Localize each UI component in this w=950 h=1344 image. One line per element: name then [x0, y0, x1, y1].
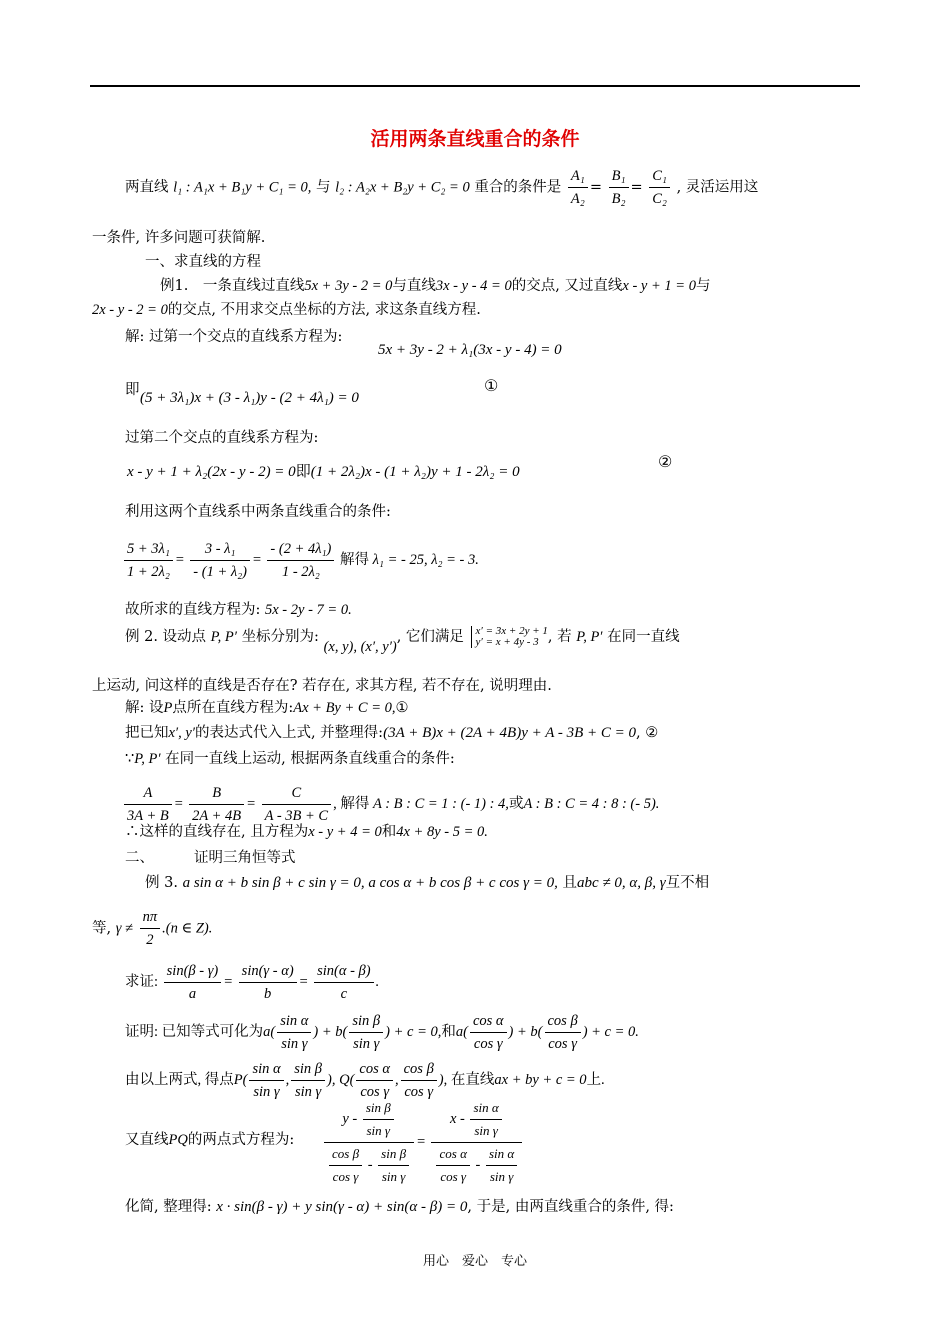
- ex3-from: 由以上两式, 得点: [125, 1071, 234, 1088]
- intro-text-4: , 灵活运用这: [676, 179, 759, 196]
- ex2-result-1: A : B : C = 1 : (- 1) : 4,: [372, 795, 509, 812]
- ex1-line2: [92, 300, 481, 320]
- line-l2: l₂ : A₂x + B₂y + C₂ = 0: [335, 179, 470, 196]
- ex1-text-c: 的交点, 又过直线: [511, 278, 623, 294]
- ex3-simplify-line: [125, 1197, 674, 1217]
- ex2-points-2: P, P′: [576, 629, 603, 645]
- ex2-final-text: ∴这样的直线存在, 且方程为: [125, 824, 309, 840]
- ratio-fraction-3: $\frac{\text{- (2 + 4λ₁)}}{\text{1 - 2λ₂}}$: [267, 538, 334, 583]
- section-1-heading: 一、求直线的方程: [145, 254, 261, 270]
- ex2-final-eq2: 4x + 8y - 5 = 0.: [396, 824, 488, 840]
- ex2-s2-eq: (3A + B)x + (2A + 4B)y + A - 3B + C = 0: [383, 725, 636, 741]
- ex2-fraction-1: $\frac{A}{3A + B}$: [124, 782, 172, 827]
- ex2-final-and: 和: [381, 824, 397, 840]
- ex2-text-e: 在同一直线: [607, 629, 680, 645]
- ex3-prove-label: 求证:: [125, 973, 159, 990]
- ex2-s2-a: 把已知: [125, 725, 169, 741]
- section-2-num: 二、: [125, 850, 154, 866]
- section-2-label: 证明三角恒等式: [194, 850, 296, 866]
- ex3-pq-equation: y - $\frac{\text{sin β}}{\text{sin γ}}$ $\frac{\text{cos β}}{\text{cos γ}}$ - $\frac{\text{sin β}}{\text{sin γ}}$ = x - $\frac{\text{sin α}}{\text{sin γ}}$ $\frac{\text{cos α}}{\text{cos γ}}$ - $\frac{\text{sin α}}{\text{sin γ}}$: [322, 1097, 524, 1188]
- fraction-c: $\frac{\text{C₁}}{\text{C₂}}$: [649, 165, 670, 210]
- ex3-pq-text: 又直线: [125, 1132, 169, 1148]
- page-footer: 用心 爱心 专心: [422, 1254, 527, 1269]
- intro-text-3: 重合的条件是: [474, 179, 562, 196]
- intro-text-5: 一条件, 许多问题可获简解.: [92, 230, 266, 246]
- ex3-and: 和: [441, 1023, 456, 1040]
- ratio-fraction-1: $\frac{\text{5 + 3λ₁}}{\text{1 + 2λ₂}}$: [124, 538, 173, 583]
- ex3-simplify-eq: x · sin(β - γ) + y sin(γ - α) + sin(α - β) = 0: [216, 1199, 468, 1215]
- header-rule: [90, 85, 860, 87]
- ex3-pq-text-2: 的两点式方程为:: [187, 1132, 295, 1148]
- ex2-text-a: 例 2. 设动点: [125, 629, 207, 645]
- ex3-proof-line: 证明: 已知等式可化为a( $\frac{\text{sin α}}{\text{sin γ}}$ ) + b( $\frac{\text{sin β}}{\text{sin γ}}$ ) + c = 0,和a( $\frac{\text{cos α}}{\text{cos γ}}$ ) + b( $\frac{\text{cos β}}{\text{cos γ}}$ ) + c = 0.: [125, 1010, 639, 1055]
- ex1-eqB2: (1 + 2λ₂)x - (1 + λ₂)y + 1 - 2λ₂ = 0: [310, 464, 520, 480]
- ex2-system: x′ = 3x + 2y + 1 y′ = x + 4y - 3: [471, 626, 548, 648]
- ex3-proof-label: 证明: 已知等式可化为: [125, 1023, 264, 1040]
- ex3-simplify-label: 化简, 整理得:: [125, 1199, 212, 1215]
- ex3-prove-line: 求证: $\frac{\sin(\beta - \gamma)}{a}$ = $\frac{\sin(\gamma - \alpha)}{b}$ = $\frac{\sin(\alpha - \beta)}{c}$ .: [125, 960, 379, 1005]
- ex1-eqA: (5 + 3λ₁)x + (3 - λ₁)y - (2 + 4λ₁) = 0: [140, 390, 359, 406]
- ex1-second-label: 过第二个交点的直线系方程为:: [125, 430, 319, 446]
- intro-text-2: 与: [315, 179, 331, 196]
- intro-line: 两直线 l₁ : A₁x + B₁y + C₁ = 0, 与 l₂ : A₂x + B₂y + C₂ = 0 重合的条件是 $\frac{\text{A₁}}{\text{A₂}}$ = $\frac{\text{B₁}}{\text{B₂}}$ = $\frac{\text{C₁}}{\text{C₂}}$ , 灵活运用这: [125, 165, 758, 210]
- fraction-b: $\frac{\text{B₁}}{\text{B₂}}$: [609, 165, 629, 210]
- ex1-answer-line: [125, 600, 352, 620]
- ex2-sol3: [125, 749, 455, 769]
- ex1-answer-label: 故所求的直线方程为:: [125, 602, 261, 618]
- pq-frac-y: y - $\frac{\text{sin β}}{\text{sin γ}}$ $\frac{\text{cos β}}{\text{cos γ}}$ - $\frac{\text{sin β}}{\text{sin γ}}$: [324, 1097, 414, 1188]
- intro-text-1: 两直线: [125, 179, 169, 196]
- ex3-shang: 上.: [586, 1071, 605, 1088]
- ex3-eq: a sin α + b sin β + c sin γ = 0, a cos α + b cos β + c cos γ = 0,: [182, 875, 558, 891]
- ex2-line2: 上运动, 问这样的直线是否存在? 若存在, 求其方程, 若不存在, 说明理由.: [92, 678, 552, 694]
- ex3-line-eq: ax + by + c = 0: [494, 1071, 587, 1088]
- ex2-s3-a: ∵: [125, 751, 135, 767]
- ex1-solution-label: 解: 过第一个交点的直线系方程为:: [125, 329, 343, 345]
- ex2-s2-marker: , ②: [636, 725, 659, 741]
- ex1-ratio-line: $\frac{\text{5 + 3λ₁}}{\text{1 + 2λ₂}}$ = $\frac{\text{3 - λ₁}}{\text{- (1 + λ₂)}}$ = $\frac{\text{- (2 + 4λ₁)}}{\text{1 - 2λ₂}}$ 解得 λ₁ = - 25, λ₂ = - 3.: [122, 538, 479, 583]
- ex2-ratio-line: $\frac{A}{3A + B}$ = $\frac{B}{2A + 4B}$ = $\frac{C}{A - 3B + C}$ , 解得 A : B : C = 1 : (- 1) : 4,或A : B : C = 4 : 8 : (- 5).: [122, 782, 659, 827]
- ex1-jiede: 解得: [340, 551, 370, 568]
- ex3-cond: abc ≠ 0, α, β, γ: [576, 875, 666, 891]
- ex2-sol1: [125, 698, 409, 718]
- point-frac-4: $\frac{\text{cos β}}{\text{cos γ}}$: [401, 1058, 437, 1103]
- proof-frac-1: $\frac{\text{sin α}}{\text{sin γ}}$: [277, 1010, 311, 1055]
- ex3-text-d: 等,: [92, 920, 112, 937]
- ex2-s3-b: 在同一直线上运动, 根据两条直线重合的条件:: [165, 751, 455, 767]
- ratio-fraction-2: $\frac{\text{3 - λ₁}}{\text{- (1 + λ₂)}}$: [190, 538, 250, 583]
- ex3-label: 例 3.: [145, 875, 178, 891]
- ex3-on: , 在直线: [443, 1071, 495, 1088]
- ex2-s2-v: x′, y′: [168, 725, 195, 741]
- point-frac-1: $\frac{\text{sin α}}{\text{sin γ}}$: [249, 1058, 283, 1103]
- prove-fraction-3: $\frac{\sin(\alpha - \beta)}{c}$: [314, 960, 374, 1005]
- ex1-text-a: 例1. 一条直线过直线: [160, 278, 305, 294]
- ex2-s2-b: 的表达式代入上式, 并整理得:: [194, 725, 384, 741]
- ex2-result-2: A : B : C = 4 : 8 : (- 5).: [523, 795, 660, 812]
- line-l1: l₁ : A₁x + B₁y + C₁ = 0,: [173, 179, 312, 196]
- equation-marker-1: ①: [484, 376, 499, 395]
- pq-frac-x: x - $\frac{\text{sin α}}{\text{sin γ}}$ $\frac{\text{cos α}}{\text{cos γ}}$ - $\frac{\text{sin α}}{\text{sin γ}}$: [431, 1097, 522, 1188]
- ex3-npi-fraction: $\frac{n\pi}{2}$: [140, 906, 161, 951]
- ex3-text-b: 且: [562, 875, 577, 891]
- ex1-result: λ₁ = - 25, λ₂ = - 3.: [372, 551, 479, 568]
- ex2-s1-eq: Ax + By + C = 0,: [293, 700, 396, 716]
- ex2-fraction-3: $\frac{C}{A - 3B + C}$: [262, 782, 332, 827]
- point-frac-2: $\frac{\text{sin β}}{\text{sin γ}}$: [291, 1058, 325, 1103]
- ex1-eqB-line: [127, 462, 520, 482]
- ex2-text-b: 坐标分别为:: [241, 629, 319, 645]
- ex2-sol2: [125, 723, 658, 743]
- proof-frac-2: $\frac{\text{sin β}}{\text{sin γ}}$: [349, 1010, 383, 1055]
- ex1-use-label: 利用这两个直线系中两条直线重合的条件:: [125, 504, 391, 520]
- ex3-text-c: 互不相: [665, 875, 710, 891]
- prove-fraction-1: $\frac{\sin(\beta - \gamma)}{a}$: [164, 960, 222, 1005]
- ex3-gamma: γ ≠: [115, 920, 134, 937]
- ex1-eq4: 2x - y - 2 = 0: [92, 302, 168, 318]
- ex1-line1: [160, 276, 710, 296]
- ex1-answer-eq: 5x - 2y - 7 = 0.: [265, 602, 352, 618]
- ex2-s1-b: 点所在直线方程为:: [172, 700, 294, 716]
- proof-frac-3: $\frac{\text{cos α}}{\text{cos γ}}$: [470, 1010, 507, 1055]
- ex2-or: 或: [508, 795, 524, 812]
- ex1-solution-eq: 5x + 3y - 2 + λ₁(3x - y - 4) = 0: [378, 342, 562, 358]
- ex2-s3-p: P, P′: [134, 751, 161, 767]
- ex1-text-d: 与: [695, 278, 711, 294]
- ex1-eq1: 5x + 3y - 2 = 0: [304, 278, 393, 294]
- ex1-eqB-ji: 即: [295, 464, 311, 480]
- ex1-ji: 即: [125, 382, 140, 398]
- ex2-coords: (x, y), (x′, y′): [323, 639, 397, 655]
- page-title: 活用两条直线重合的条件: [370, 128, 580, 150]
- ex2-line1: [125, 625, 680, 655]
- fraction-a: $\frac{\text{A₁}}{\text{A₂}}$: [568, 165, 588, 210]
- ex3-pq-name: PQ: [168, 1132, 188, 1148]
- ex2-jiede: , 解得: [333, 795, 370, 812]
- ex3-line2: [92, 906, 212, 951]
- ex1-eq3: x - y + 1 = 0: [622, 278, 696, 294]
- ex1-eqB: x - y + 1 + λ₂(2x - y - 2) = 0: [127, 464, 296, 480]
- ex2-points: P, P′: [210, 629, 237, 645]
- point-frac-3: $\frac{\text{cos α}}{\text{cos γ}}$: [356, 1058, 393, 1103]
- ex2-final: [125, 822, 488, 842]
- ex1-text-b: 与直线: [392, 278, 436, 294]
- prove-fraction-2: $\frac{\sin(\gamma - \alpha)}{b}$: [239, 960, 297, 1005]
- ex2-text-c: , 它们满足: [396, 629, 464, 645]
- ex3-points-line: 由以上两式, 得点P( $\frac{\text{sin α}}{\text{sin γ}}$ , $\frac{\text{sin β}}{\text{sin γ}}$ ), Q( $\frac{\text{cos α}}{\text{cos γ}}$ , $\frac{\text{cos β}}{\text{cos γ}}$ ), 在直线ax + by + c = 0上.: [125, 1058, 605, 1103]
- ex2-s1-p: P: [163, 700, 173, 716]
- ex3-pq-label: [125, 1130, 294, 1150]
- ex1-text-e: 的交点, 不用求交点坐标的方法, 求这条直线方程.: [167, 302, 481, 318]
- ex2-fraction-2: $\frac{B}{2A + 4B}$: [189, 782, 244, 827]
- ex2-text-d: , 若: [547, 629, 572, 645]
- ex3-simplify-tail: , 于是, 由两直线重合的条件, 得:: [467, 1199, 674, 1215]
- proof-frac-4: $\frac{\text{cos β}}{\text{cos γ}}$: [545, 1010, 581, 1055]
- equation-marker-2: ②: [658, 452, 673, 471]
- ex1-eqA-line: [125, 380, 140, 400]
- ex2-s1-marker: ①: [395, 700, 409, 716]
- ex1-eq2: 3x - y - 4 = 0: [435, 278, 512, 294]
- ex3-gamma-tail: .(n ∈ Z).: [162, 920, 213, 937]
- ex2-s1-a: 解: 设: [125, 700, 164, 716]
- ex2-final-eq1: x - y + 4 = 0: [308, 824, 382, 840]
- section-2-heading: [125, 848, 296, 868]
- ex3-line1: [145, 873, 709, 893]
